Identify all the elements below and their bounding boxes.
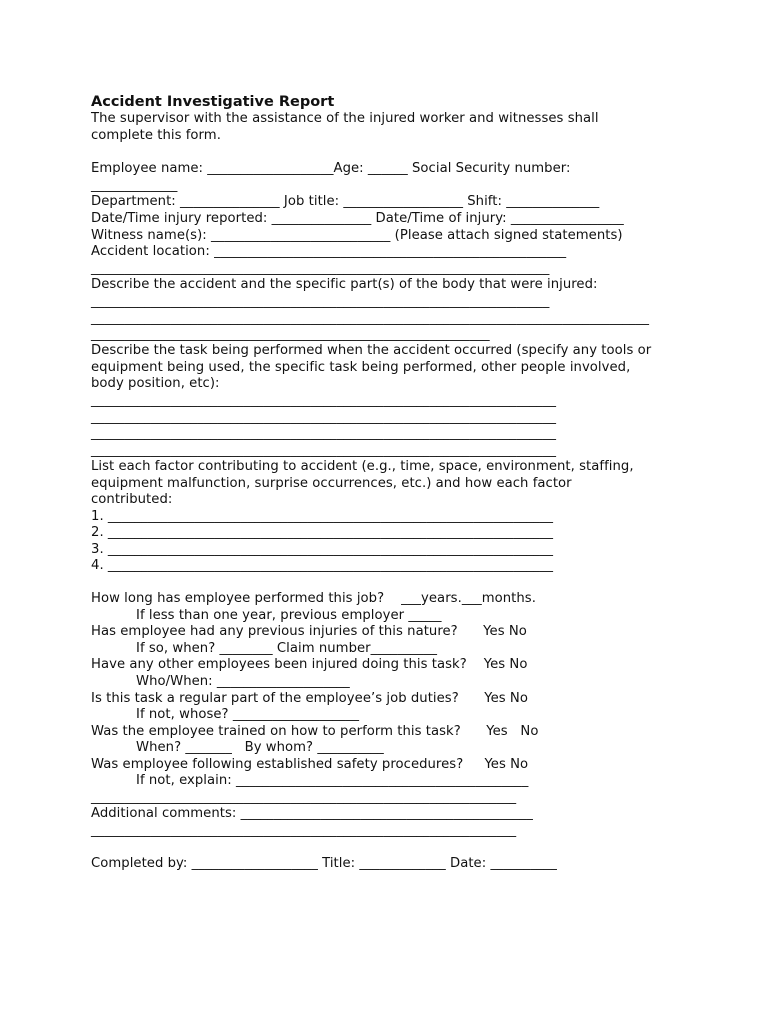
if-not-whose-line: If not, whose? ___________________ bbox=[136, 707, 360, 722]
accident-blank-line-3: ____________________________________________________________ bbox=[91, 327, 490, 342]
completed-by-line: Completed by: ___________________ Title: _____________ Date: __________ bbox=[91, 856, 557, 871]
ssn-blank-line: _____________ bbox=[91, 178, 178, 193]
factor-item-4: 4. ___________________________________________________________________ bbox=[91, 558, 554, 573]
who-when-line: Who/When: ____________________ bbox=[136, 674, 350, 689]
describe-accident-label: Describe the accident and the specific part(s) of the body that were injured: bbox=[91, 277, 598, 292]
claim-number-line: If so, when? ________ Claim number__________ bbox=[136, 641, 438, 656]
additional-comments-line: Additional comments: ____________________________________________ bbox=[91, 806, 533, 821]
other-employees-question: Have any other employees been injured doing this task? Yes No bbox=[91, 657, 528, 672]
task-blank-line-4: ______________________________________________________________________ bbox=[91, 443, 557, 458]
factor-item-3: 3. ___________________________________________________________________ bbox=[91, 542, 554, 557]
location-line: Accident location: _____________________________________________________ bbox=[91, 244, 567, 259]
employee-name-line: Employee name: ___________________Age: ______ Social Security number: bbox=[91, 161, 571, 176]
intro-line-2: complete this form. bbox=[91, 128, 221, 143]
task-blank-line-2: ______________________________________________________________________ bbox=[91, 410, 557, 425]
explain-blank-line: ________________________________________________________________ bbox=[91, 790, 517, 805]
factors-label-3: contributed: bbox=[91, 492, 173, 507]
describe-task-label-2: equipment being used, the specific task being performed, other people involved, bbox=[91, 360, 631, 375]
date-time-line: Date/Time injury reported: _______________ Date/Time of injury: _________________ bbox=[91, 211, 624, 226]
previous-injuries-question: Has employee had any previous injuries of this nature? Yes No bbox=[91, 624, 527, 639]
report-title: Accident Investigative Report bbox=[91, 94, 335, 110]
accident-blank-line-1: _____________________________________________________________________ bbox=[91, 294, 550, 309]
job-duration-question: How long has employee performed this job? ___years.___months. bbox=[91, 591, 536, 606]
comments-blank-line: ________________________________________________________________ bbox=[91, 823, 517, 838]
department-line: Department: _______________ Job title: __________________ Shift: ______________ bbox=[91, 194, 600, 209]
witness-line: Witness name(s): ___________________________ (Please attach signed statements) bbox=[91, 228, 623, 243]
factors-label-1: List each factor contributing to accident (e.g., time, space, environment, staffing, bbox=[91, 459, 634, 474]
previous-employer-line: If less than one year, previous employer _____ bbox=[136, 608, 442, 623]
if-not-explain-line: If not, explain: ____________________________________________ bbox=[136, 773, 529, 788]
describe-task-label-1: Describe the task being performed when the accident occurred (specify any tools or bbox=[91, 343, 652, 358]
task-blank-line-3: ______________________________________________________________________ bbox=[91, 426, 557, 441]
factors-label-2: equipment malfunction, surprise occurrences, etc.) and how each factor bbox=[91, 476, 572, 491]
regular-task-question: Is this task a regular part of the employee’s job duties? Yes No bbox=[91, 691, 528, 706]
describe-task-label-3: body position, etc): bbox=[91, 376, 220, 391]
location-blank-line: _____________________________________________________________________ bbox=[91, 261, 550, 276]
when-by-whom-line: When? _______ By whom? __________ bbox=[136, 740, 384, 755]
intro-line-1: The supervisor with the assistance of the injured worker and witnesses shall bbox=[91, 111, 599, 126]
factor-item-1: 1. ___________________________________________________________________ bbox=[91, 509, 554, 524]
safety-procedures-question: Was employee following established safety procedures? Yes No bbox=[91, 757, 529, 772]
trained-question: Was the employee trained on how to perform this task? Yes No bbox=[91, 724, 539, 739]
task-blank-line-1: ______________________________________________________________________ bbox=[91, 393, 557, 408]
accident-blank-line-2: ____________________________________________________________________________________ bbox=[91, 311, 650, 326]
factor-item-2: 2. ___________________________________________________________________ bbox=[91, 525, 554, 540]
